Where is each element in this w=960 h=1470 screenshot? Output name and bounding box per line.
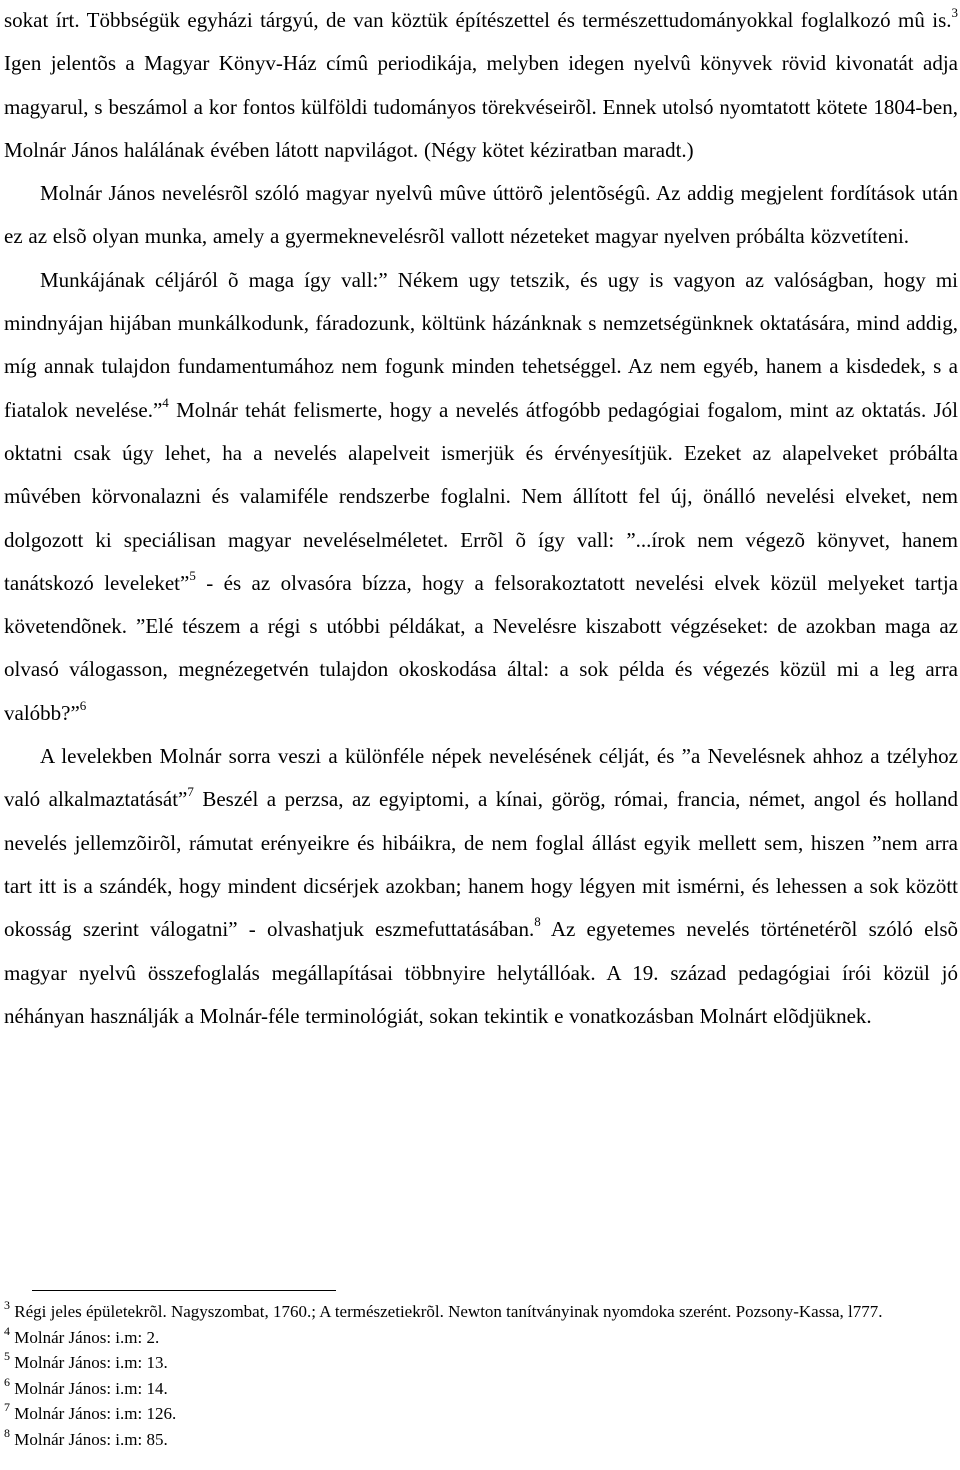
footnote-number: 3 xyxy=(4,1298,10,1313)
paragraph xyxy=(4,259,958,735)
footnote-number: 4 xyxy=(4,1323,10,1338)
text-run: Munkájának céljáról õ maga így vall:” Nékem ugy tetszik, és ugy is vagyon az valóságban, hogy mi mindnyájan hijában munkálkodunk, fáradozunk, költünk házánknak s nemzetségünknek oktatására, mind addig, míg annak tulajdon fundamentumához nem fogunk minden tehetséggel. Az nem egyéb, hanem a kisdedek, s a fiatalok nevelése.” xyxy=(4,267,958,422)
footnote xyxy=(4,1350,958,1376)
footnote-number: 8 xyxy=(4,1425,10,1440)
footnote-separator xyxy=(32,1290,336,1291)
footnote-marker[interactable]: 4 xyxy=(162,394,169,410)
paragraph xyxy=(4,172,958,259)
text-run: Molnár János nevelésrõl szóló magyar nyelvû mûve úttörõ jelentõségû. Az addig megjelent fordítások után ez az elsõ olyan munka, amely a gyermeknevelésrõl vallott nézeteket magyar nyelven próbálta közvetíteni. xyxy=(4,181,958,249)
text-run: Az egyetemes nevelés történetérõl szóló elsõ magyar nyelvû összefoglalás megállapításai többnyire helytállóak. A 19. század pedagógiai írói közül jó néhányan használják a Molnár-féle terminológiát, sokan tekintik e vonatkozásban Molnárt elõdjüknek. xyxy=(4,917,958,1028)
text-run: Beszél a perzsa, az egyiptomi, a kínai, görög, római, francia, német, angol és holland nevelés jellemzõirõl, rámutat erényeikre és hibáikra, de nem foglal állást egyik mellett sem, hiszen ”nem arra tart itt is a szándék, hogy mindent dicsérjek azokban; hanem hogy légyen mit ismérni, és lehessen a sok között okosság szerint válogatni” - olvashatjuk eszmefuttatásában. xyxy=(4,787,958,942)
footnote-text: Molnár János: i.m: 13. xyxy=(10,1353,168,1372)
footnote-text: Régi jeles épületekrõl. Nagyszombat, 1760.; A természetiekrõl. Newton tanítványinak nyomdoka szerént. Pozsony-Kassa, l777. xyxy=(10,1302,883,1321)
text-run: - és az olvasóra bízza, hogy a felsorakoztatott nevelési elvek közül melyeket tartja követendõnek. ”Elé tészem a régi s utóbbi példákat, a Nevelésre kiszabott végzéseket: de azokban maga az olvasó válogasson, megnézegetvén tulajdon okoskodása által: a sok példa és végezés közül mi a leg arra valóbb?” xyxy=(4,570,958,725)
footnote xyxy=(4,1427,958,1453)
footnote xyxy=(4,1325,958,1351)
footnote-text: Molnár János: i.m: 14. xyxy=(10,1378,168,1398)
footnote xyxy=(4,1376,958,1402)
document-page xyxy=(4,0,958,1038)
footnote-number: 5 xyxy=(4,1349,10,1364)
footnote xyxy=(4,1299,958,1325)
text-run: Molnár tehát felismerte, hogy a nevelés átfogóbb pedagógiai fogalom, mint az oktatás. Jól oktatni csak úgy lehet, ha a nevelés alapelveit ismerjük és érvényesítjük. Ezeket az alapelveket próbálta mûvében körvonalazni és valamiféle rendszerbe foglalni. Nem állított fel új, önálló nevelési elveket, nem dolgozott ki speciálisan magyar neveléselméletet. Errõl õ így vall: ”...írok nem végezõ könyvet, hanem tanátskozó leveleket” xyxy=(4,397,959,595)
footnote-marker[interactable]: 3 xyxy=(951,5,958,20)
footnote-number: 7 xyxy=(4,1400,10,1415)
footnote-text: Molnár János: i.m: 85. xyxy=(10,1429,168,1449)
text-run: Igen jelentõs a Magyar Könyv-Ház címû periodikája, melyben idegen nyelvû könyvek rövid kivonatát adja magyarul, s beszámol a kor fontos külföldi tudományos törekvéseirõl. Ennek utolsó nyomtatott kötete 1804-ben, Molnár János halálának évében látott napvilágot. (Négy kötet kéziratban maradt.) xyxy=(4,51,958,162)
footnote-marker[interactable]: 7 xyxy=(187,784,194,800)
footnote-text: Molnár János: i.m: 2. xyxy=(10,1327,160,1347)
footnotes xyxy=(4,1299,958,1452)
footnote-text: Molnár János: i.m: 126. xyxy=(10,1404,177,1423)
body-text xyxy=(4,0,958,1038)
footnote-marker[interactable]: 8 xyxy=(534,914,541,930)
text-run: A levelekben Molnár sorra veszi a különféle népek nevelésének célját, és ”a Nevelésnek ahhoz a tzélyhoz való alkalmaztatását” xyxy=(4,744,958,812)
footnote-number: 6 xyxy=(4,1374,10,1389)
footnote xyxy=(4,1401,958,1427)
paragraph xyxy=(4,0,958,172)
footnote-marker[interactable]: 6 xyxy=(79,697,87,713)
footnote-marker[interactable]: 5 xyxy=(189,567,196,583)
paragraph xyxy=(4,735,958,1038)
text-run: sokat írt. Többségük egyházi tárgyú, de van köztük építészettel és természettudományokkal foglalkozó mû is. xyxy=(4,8,952,32)
